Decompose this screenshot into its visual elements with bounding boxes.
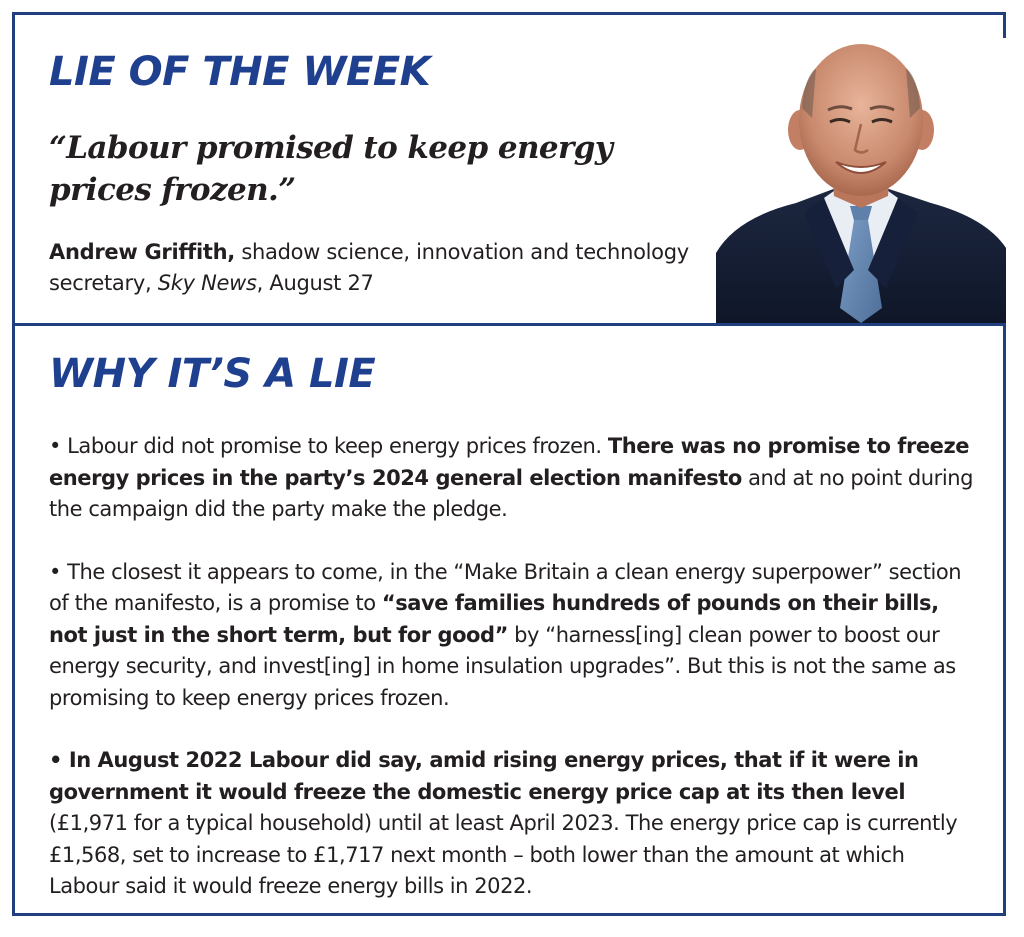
explanation-points bbox=[49, 431, 979, 934]
explanation-point: • The closest it appears to come, in the “Make Britain a clean energy superpower” section of the manifesto, is a promise to “save families hundreds of pounds on their bills, not just in the short term, but for good” by “harness[ing] clean power to boost our energy security, and invest[ing] in home insulation upgrades”. But this is not the same as promising to keep energy prices frozen. bbox=[49, 559, 962, 710]
why-its-a-lie-heading: WHY IT’S A LIE bbox=[49, 351, 376, 397]
speaker-name: Andrew Griffith, bbox=[49, 240, 235, 264]
fact-check-card bbox=[12, 12, 1006, 916]
claim-date: , August 27 bbox=[256, 271, 374, 295]
speaker-role: shadow science, innovation and technology secretary, bbox=[49, 240, 689, 295]
claim-section bbox=[15, 15, 1003, 326]
lie-of-the-week-heading: LIE OF THE WEEK bbox=[49, 49, 431, 95]
source-outlet: Sky News bbox=[157, 271, 257, 295]
explanation-point: • In August 2022 Labour did say, amid rising energy prices, that if it were in government it would freeze the domestic energy price cap at its then level (£1,971 for a typical household) until at least April 2023. The energy price cap is currently £1,568, set to increase to £1,717 next month – both lower than the amount at which Labour said it would freeze energy bills in 2022. bbox=[49, 748, 958, 898]
explanation-point: • Labour did not promise to keep energy prices frozen. There was no promise to freeze energy prices in the party’s 2024 general election manifesto and at no point during the campaign did the party make the pledge. bbox=[49, 434, 973, 521]
claim-attribution bbox=[49, 237, 689, 299]
speaker-portrait-photo bbox=[716, 38, 1006, 323]
claim-quote: “Labour promised to keep energy prices frozen.” bbox=[49, 130, 613, 208]
